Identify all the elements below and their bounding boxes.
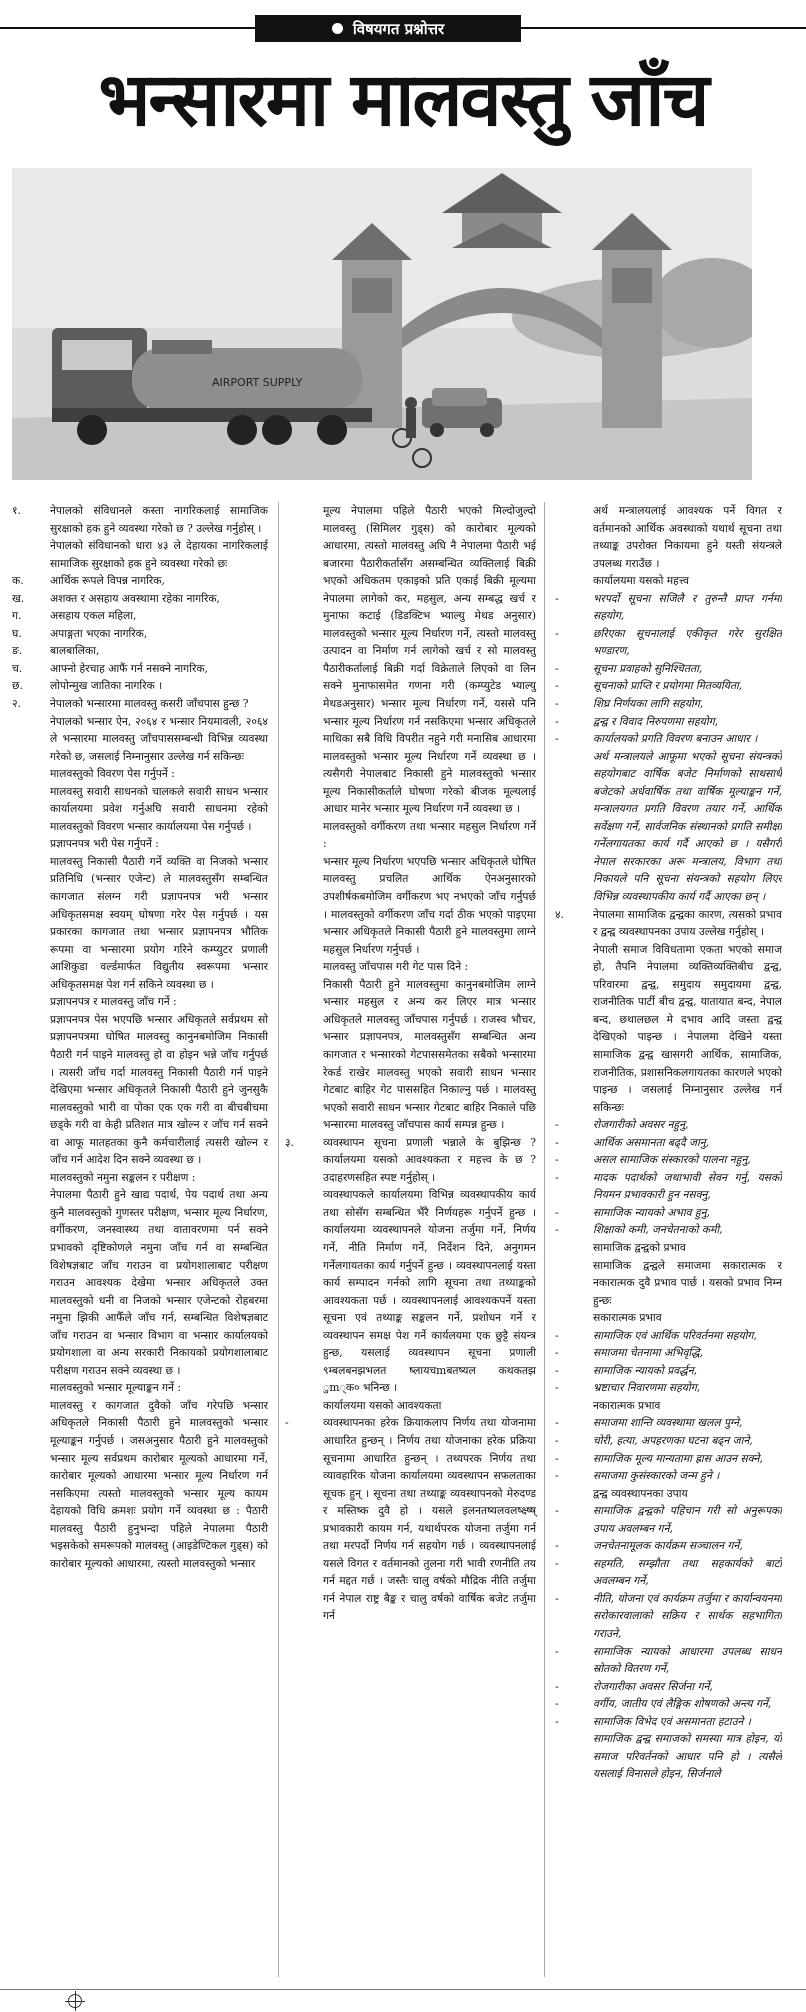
paragraph-marker: [12, 1379, 50, 1397]
paragraph: [555, 1204, 782, 1222]
paragraph: [555, 1151, 782, 1169]
paragraph-text: आर्थिक असमानता बढ्दै जानु,: [593, 1135, 710, 1149]
paragraph-text: प्रज्ञापनपत्र र मालवस्तु जाँच गर्ने :: [50, 995, 177, 1009]
paragraph-text: मालवस्तु र कागजात दुवैको जाँच गरेपछि भन्सार अधिकृतले निकासी पैठारी हुने मालवस्तुको भन्सार मूल्याङ्कन गर्नुपर्छ । जसअनुसार पैठारी हुने मालवस्तुको भन्सार मूल्य सर्वप्रथम कारोबार मूल्यको आधारमा गर्ने, कारोबार मूल्यको आधारमा भन्सार मूल्य निर्धारण गर्न नसकिएमा त्यस्तो मालवस्तुको भन्सार मूल्य कायम देहायको विधि क्रमशः प्रयोग गर्ने व्यवस्था छ : पैठारी मालवस्तु पैठारी हुनुभन्दा पहिले नेपालमा पैठारी भइसकेको समरूपको मालवस्तु (आइडेण्टिकल गुड्स) को कारोबार मूल्यको आधारमा, त्यस्तो मालवस्तुको भन्सार: [50, 1398, 268, 1570]
paragraph: [285, 1134, 536, 1187]
paragraph-text: सामाजिक द्वन्द्व समाजको समस्या मात्र होइन, यो समाज परिवर्तनको आधार पनि हो । त्यसैले यसलाई विनासले होइन, सिर्जनाले: [593, 1732, 782, 1781]
paragraph-marker: -: [555, 1469, 559, 1483]
paragraph: [12, 607, 268, 625]
paragraph-text: नेपाली समाज विविधतामा एकता भएको समाज हो, तैपनि नेपालमा व्यक्तिव्यक्तिबीच द्वन्द्व, परिवारमा द्वन्द्व, समुदाय समुदायमा द्वन्द्व, राजनीतिक पार्टी बीच द्वन्द्व, यातायात बन्द, नेपाल बन्द, छथालछल मे दभाव आदि जस्ता द्वन्द्व देखिएको पाइन्छ । नेपालमा देखिने यस्ता सामाजिक द्वन्द्व खासगरी आर्थिक, सामाजिक, राजनीतिक, प्रशासनिकलगायतका कारणले भएको पाइन्छ । जसलाई निम्नानुसार उल्लेख गर्न सकिन्छः: [593, 942, 782, 1114]
paragraph-text: भ्रष्टाचार निवारणमा सहयोग,: [593, 1381, 701, 1395]
paragraph: [555, 1537, 782, 1555]
section-tag: [255, 15, 521, 42]
paragraph: [555, 572, 782, 590]
paragraph: [555, 1221, 782, 1239]
paragraph-text: प्रज्ञापनपत्र भरी पेस गर्नुपर्ने :: [50, 837, 159, 851]
paragraph-text: मादक पदार्थको जथाभावी सेवन गर्नु, यसको नियमन प्रभावकारी हुन नसक्नु,: [593, 1170, 782, 1202]
paragraph-marker: [12, 783, 50, 836]
paragraph-marker: -: [555, 1328, 559, 1342]
paragraph: [555, 941, 782, 1116]
paragraph: [555, 1485, 782, 1503]
paragraph: [12, 642, 268, 660]
paragraph-text: नेपालको भन्सार ऐन, २०६४ र भन्सार नियमावली, २०६४ ले भन्सारमा मालवस्तु जाँचपाससम्बन्धी विभिन्न व्यवस्था गरेको छ, जसलाई निम्नानुसार उल्लेख गर्न सकिन्छः: [50, 714, 268, 763]
paragraph-marker: [285, 1397, 323, 1415]
paragraph-marker: ३.: [285, 1135, 294, 1149]
paragraph-marker: -: [555, 1591, 559, 1605]
paragraph-text: कार्यालयको प्रगति विवरण बनाउन आधार ।: [593, 732, 758, 746]
paragraph: [555, 730, 782, 748]
paragraph-marker: [285, 853, 323, 958]
paragraph: [555, 660, 782, 678]
paragraph: [12, 695, 268, 713]
paragraph-marker: [12, 1011, 50, 1169]
paragraph-marker: २.: [12, 697, 21, 711]
paragraph-text: समाजमा शान्ति व्यवस्थामा खलल पुग्ने,: [593, 1416, 743, 1430]
paragraph-marker: -: [555, 1381, 559, 1395]
paragraph-text: व्यवस्थापनका हरेक क्रियाकलाप निर्णय तथा योजनामा आधारित हुन्छन् । निर्णय तथा योजनाका हरेक प्रक्रिया सूचनामा आधारित हुन्छन् । तथ्यपरक निर्णय तथा व्यावहारिक योजना कार्यालयमा व्यवस्थापन सफलताका सूचक हुन् । सूचना तथा तथ्याङ्क व्यवस्थापनको मेरुदण्ड र मस्तिष्क दुवै हो । यसले इलनतष्यलवलष्क्ष्ष्ष् प्रभावकारी कायम गर्न, यथार्थपरक योजना तर्जुमा गर्न तथा मरपर्दो निर्णय गर्न सहयोग गर्छ । व्यवस्थापनलाई यसले विगत र वर्तमानको तुलना गरी भावी रणनीति तय गर्न मद्दत गर्छ । जस्तैः चालु वर्षको मौद्रिक नीति तर्जुमा गर्न नेपाल राष्ट्र बैङ्क र चालु वर्षको वार्षिक बजेट तर्जुमा गर्न: [323, 1416, 536, 1623]
paragraph-text: सामाजिक द्वन्द्वको पहिचान गरी सो अनुरूपका उपाय अवलम्बन गर्ने,: [593, 1504, 782, 1535]
paragraph-marker: [12, 853, 50, 993]
paragraph-text: आफ्नो हेरचाह आफैं गर्न नसक्ने नागरिक,: [50, 661, 208, 675]
paragraph: [555, 1239, 782, 1257]
paragraph-text: सकारात्मक प्रभाव: [593, 1311, 662, 1325]
paragraph-marker: -: [555, 626, 559, 640]
paragraph-text: असहाय एकल महिला,: [50, 609, 137, 623]
paragraph: [555, 713, 782, 731]
paragraph: [555, 1134, 782, 1152]
paragraph: [12, 502, 268, 537]
paragraph: [285, 1186, 536, 1397]
paragraph-marker: घ.: [12, 626, 22, 640]
paragraph-marker: -: [555, 1433, 559, 1447]
paragraph: [285, 1414, 536, 1625]
bullet-dot-icon: [332, 23, 343, 34]
paragraph-text: शिक्षाको कमी, जनचेतनाको कमी,: [593, 1223, 723, 1237]
article-column-3: [544, 502, 782, 1977]
paragraph: [555, 625, 782, 660]
paragraph: [555, 1309, 782, 1327]
paragraph: [12, 537, 268, 572]
paragraph-text: मालवस्तुको भन्सार मूल्याङ्कन गर्ने :: [50, 1381, 181, 1395]
paragraph-text: सामाजिक न्यायको अभाव हुनु,: [593, 1205, 710, 1219]
paragraph-marker: [555, 1239, 593, 1257]
paragraph-marker: -: [555, 1135, 559, 1149]
paragraph-marker: -: [555, 697, 559, 711]
paragraph: [555, 1450, 782, 1468]
paragraph-text: समाजमा कुसंस्कारको जन्म हुने ।: [593, 1469, 720, 1483]
paragraph-marker: [555, 1485, 593, 1503]
paragraph-text: मालवस्तुको विवरण पेस गर्नुपर्ने :: [50, 767, 175, 781]
paragraph: [555, 1362, 782, 1380]
paragraph-text: नकारात्मक प्रभाव: [593, 1398, 661, 1412]
paragraph: [555, 1502, 782, 1537]
paragraph-marker: -: [555, 1679, 559, 1693]
paragraph-marker: ४.: [555, 907, 564, 921]
paragraph-text: भन्सार मूल्य निर्धारण भएपछि भन्सार अधिकृतले घोषित मालवस्तु प्रचलित आर्थिक ऐनअनुसारको उपशीर्षकबमोजिम वर्गीकरण भए नभएको जाँच गर्नुपर्छ । मालवस्तुको वर्गीकरण जाँच गर्दा ठीक भएको पाइएमा भन्सार अधिकृतले निकासी पैठारी हुने मालवस्तुमा लाग्ने महसुल निर्धारण गर्नुपर्छ ।: [323, 854, 536, 956]
paragraph-marker: [555, 748, 593, 906]
paragraph-marker: -: [555, 661, 559, 675]
paragraph-text: सामाजिक द्वन्द्वको प्रभाव: [593, 1240, 686, 1254]
paragraph-marker: -: [285, 1416, 289, 1430]
paragraph-marker: -: [555, 1363, 559, 1377]
section-tag-label: विषयगत प्रश्नोत्तर: [352, 19, 445, 38]
svg-text:AIRPORT SUPPLY: AIRPORT SUPPLY: [212, 376, 303, 389]
paragraph-marker: [555, 1397, 593, 1415]
paragraph-marker: -: [555, 1153, 559, 1167]
paragraph-text: कार्यालयमा यसको आवश्यकता: [323, 1398, 442, 1412]
paragraph-marker: [285, 976, 323, 1134]
paragraph: [555, 1116, 782, 1134]
paragraph-marker: [12, 1186, 50, 1379]
paragraph: [12, 625, 268, 643]
bottom-rule: [0, 1989, 806, 1990]
paragraph-text: बालबालिका,: [50, 644, 100, 658]
paragraph: [555, 1432, 782, 1450]
paragraph: [555, 1695, 782, 1713]
paragraph: [555, 590, 782, 625]
paragraph: [285, 502, 536, 818]
paragraph-text: असल सामाजिक संस्कारको पालना नहुनु,: [593, 1153, 751, 1167]
paragraph-marker: -: [555, 1556, 559, 1570]
paragraph-text: नेपालको भन्सारमा मालवस्तु कसरी जाँचपास हुन्छ ?: [50, 697, 249, 711]
border-gate-truck-photo: [12, 168, 752, 480]
paragraph: [285, 1397, 536, 1415]
paragraph: [285, 976, 536, 1134]
paragraph: [555, 677, 782, 695]
paragraph-text: निकासी पैठारी हुने मालवस्तुमा कानुनबमोजिम लाग्ने भन्सार महसुल र अन्य कर लिएर मात्र भन्सार अधिकृतले मालवस्तु जाँचपास गर्नुपर्छ । राजस्व भौचर, भन्सार प्रज्ञापनपत्र, मालवस्तुसँग सम्बन्धित अन्य कागजात र भन्सारको गेटपाससमेतका सबैको भन्सारमा रेकर्ड राखेर मालवस्तु भएको सवारी साधन भन्सार गेटबाट बाहिर गेट पाससहित निकाल्नु पर्छ । मालवस्तु भएको सवारी साधन भन्सार गेटबाट बाहिर निकाले पछि भन्सारमा मालवस्तु जाँचपास कार्य सम्पन्न हुन्छ ।: [323, 977, 536, 1132]
paragraph: [555, 1414, 782, 1432]
paragraph: [12, 677, 268, 695]
paragraph: [555, 1590, 782, 1643]
paragraph-text: रोजगारीका अवसर सिर्जना गर्ने,: [593, 1679, 713, 1693]
paragraph-marker: -: [555, 1346, 559, 1360]
paragraph: [285, 818, 536, 853]
paragraph: [12, 660, 268, 678]
paragraph: [12, 783, 268, 836]
paragraph-text: द्वन्द्व व्यवस्थापनका उपाय: [593, 1486, 688, 1500]
paragraph-marker: [555, 1309, 593, 1327]
paragraph-marker: [12, 713, 50, 766]
paragraph-text: अर्थ मन्त्रालयले आफूमा भएको सूचना संयन्त्रको सहयोगबाट वार्षिक बजेट निर्माणको साथसाथै बजेटको अर्धवार्षिक तथा वार्षिक मूल्याङ्कन गर्ने, मन्त्रालयगत प्रगति विवरण तयार गर्ने, आर्थिक सर्वेक्षण गर्ने, सार्वजनिक संस्थानको प्रगति समीक्षा गर्नेलगायतका कार्य गर्दै आएको छ । यसैगरी नेपाल सरकारका अरू मन्त्रालय, विभाग तथा निकायले पनि सूचना संयन्त्रको सहयोग लिएर विभिन्न व्यवस्थापकीय कार्य गर्दै आएका छन् ।: [593, 749, 782, 904]
paragraph: [12, 1397, 268, 1572]
registration-mark-icon: [68, 1994, 82, 2008]
paragraph-marker: [555, 502, 593, 572]
paragraph-text: अपाङ्गता भएका नागरिक,: [50, 626, 148, 640]
paragraph: [555, 1713, 782, 1731]
paragraph-text: व्यवस्थापकले कार्यालयमा विभिन्न व्यवस्थापकीय कार्य तथा सोसँग सम्बन्धित भैंरै निर्णयहरू गर्नुपर्ने हुन्छ । कार्यालयमा व्यवस्थापनले योजना तर्जुमा गर्ने, निर्णय गर्ने, नीति निर्माण गर्ने, निर्देशन दिने, अनुगमन गर्नेलगायतका कार्य गर्नुपर्ने हुन्छ । व्यवस्थापनलाई यस्ता कार्य सम्पादन गर्नको लागि सूचना तथा तथ्याङ्कको आवश्यकता पर्छ । व्यवस्थापनलाई आवश्यकपर्ने यस्ता सूचना एवं तथ्याङ्क सङ्कलन गर्ने, प्रशोधन गर्ने र व्यवस्थापन समक्ष पेश गर्ने कार्यलयमा एक छुट्टै संयन्त्र हुन्छ, यसलाई व्यवस्थापन सूचना प्रणाली ९म्बलबनझभलत ष्लायचmबतष्यल कथकतझ ुm्क० भनिन्छ ।: [323, 1188, 536, 1395]
paragraph: [555, 1257, 782, 1310]
paragraph-text: नीति, योजना एवं कार्यक्रम तर्जुमा र कार्यान्वयनमा सरोकारवालाको सक्रिय र सार्थक सहभागिता गराउने,: [593, 1591, 782, 1640]
paragraph-text: सामाजिक न्यायको आधारमा उपलब्ध साधन स्रोतको वितरण गर्ने,: [593, 1644, 782, 1676]
paragraph-marker: छ.: [12, 679, 23, 693]
paragraph-text: सामाजिक मूल्य मान्यतामा ह्रास आउन सक्ने,: [593, 1451, 763, 1465]
paragraph-text: छरिएका सूचनालाई एकीकृत गरेर सुरक्षित भण्डारण,: [593, 626, 782, 658]
paragraph-text: वर्गीय, जातीय एवं लैङ्गिक शोषणको अन्त्य गर्ने,: [593, 1697, 772, 1711]
paragraph: [555, 1555, 782, 1590]
paragraph-marker: [555, 572, 593, 590]
paragraph: [555, 748, 782, 906]
paragraph-text: लोपोन्मुख जातिका नागरिक ।: [50, 679, 163, 693]
paragraph: [555, 906, 782, 941]
paragraph: [12, 713, 268, 766]
paragraph-marker: ङ.: [12, 644, 23, 658]
paragraph-marker: [285, 958, 323, 976]
paragraph-text: नेपालमा सामाजिक द्वन्द्वका कारण, त्यसको प्रभाव र द्वन्द्व व्यवस्थापनका उपाय उल्लेख गर्नुहोस् ।: [593, 907, 782, 939]
paragraph-marker: [12, 765, 50, 783]
paragraph: [12, 1169, 268, 1187]
paragraph-marker: च.: [12, 661, 23, 675]
paragraph-marker: [12, 835, 50, 853]
paragraph-marker: [12, 993, 50, 1011]
paragraph-text: सहमति, सम्झौता तथा सहकार्यको बाटो अवलम्बन गर्ने,: [593, 1556, 782, 1588]
article-column-1: [12, 502, 278, 1977]
paragraph-marker: -: [555, 1539, 559, 1553]
paragraph-text: नेपालको संविधानले कस्ता नागरिकलाई सामाजिक सुरक्षाको हक हुने व्यवस्था गरेको छ ? उल्लेख गर्नुहोस् ।: [50, 504, 268, 535]
paragraph-text: अर्थ मन्त्रालयलाई आवश्यक पर्ने विगत र वर्तमानको आर्थिक अवस्थाको यथार्थ सूचना तथा तथ्याङ्क उपरोक्त निकायमा हुने यस्ती संयन्त्रले उपलब्ध गराउँछ ।: [593, 504, 782, 570]
paragraph-marker: -: [555, 1697, 559, 1711]
paragraph-text: सूचना प्रवाहको सुनिश्चितता,: [593, 661, 703, 675]
paragraph: [12, 1011, 268, 1169]
news-photo: [12, 168, 752, 480]
paragraph: [555, 502, 782, 572]
paragraph: [12, 572, 268, 590]
paragraph-marker: -: [555, 1451, 559, 1465]
paragraph-text: मालवस्तु निकासी पैठारी गर्ने व्यक्ति वा निजको भन्सार प्रतिनिधि (भन्सार एजेन्ट) ले मालवस्तुसँग सम्बन्धित कागजात संलग्न गरी प्रज्ञापनपत्र भरी भन्सार अधिकृतसमक्ष स्वयम् घोषणा गरेर पेस गर्नुपर्छ । यस प्रकारका कागजात तथा भन्सार प्रज्ञापनपत्र भौतिक रूपमा वा भन्सारमा प्रयोग गरिने कम्प्युटर प्रणाली आशिकुडा वर्ल्डमार्फत विद्युतीय स्वरूपमा भन्सार अधिकृतसमक्ष पेश गर्न सकिने व्यवस्था छ ।: [50, 854, 268, 991]
paragraph-marker: -: [555, 1170, 559, 1184]
paragraph: [12, 590, 268, 608]
paragraph-text: समाजमा चेतनामा अभिवृद्धि,: [593, 1346, 704, 1360]
paragraph: [12, 853, 268, 993]
paragraph: [12, 835, 268, 853]
paragraph-text: कार्यालयमा यसको महत्त्व: [593, 574, 689, 588]
paragraph: [285, 853, 536, 958]
paragraph: [555, 1169, 782, 1204]
paragraph-marker: -: [555, 1416, 559, 1430]
paragraph-text: नेपालको संविधानको धारा ४३ ले देहायका नागरिकलाई सामाजिक सुरक्षाको हक हुने व्यवस्था गरेको छः: [50, 539, 268, 570]
paragraph-marker: [12, 1397, 50, 1572]
paragraph-marker: [285, 818, 323, 853]
paragraph-text: सामाजिक न्यायको प्रवर्द्धन,: [593, 1363, 698, 1377]
paragraph: [555, 1467, 782, 1485]
paragraph-marker: १.: [12, 504, 21, 517]
paragraph: [555, 1678, 782, 1696]
paragraph-marker: [555, 1257, 593, 1310]
paragraph-text: अशक्त र असहाय अवस्थामा रहेका नागरिक,: [50, 591, 220, 605]
article-body: [12, 502, 782, 1977]
paragraph-text: चोरी, हत्या, अपहरणका घटना बढ्न जाने,: [593, 1433, 753, 1447]
paragraph: [555, 1730, 782, 1783]
paragraph: [555, 695, 782, 713]
paragraph-marker: -: [555, 591, 559, 605]
paragraph-marker: -: [555, 732, 559, 746]
paragraph: [555, 1379, 782, 1397]
paragraph-text: मालवस्तु जाँचपास गरी गेट पास दिने :: [323, 960, 469, 974]
headline: भन्सारमा मालवस्तु जाँच: [98, 57, 708, 143]
paragraph: [12, 765, 268, 783]
paragraph-marker: [555, 941, 593, 1116]
paragraph-marker: [555, 1730, 593, 1783]
paragraph-text: शिघ्र निर्णयका लागि सहयोग,: [593, 697, 704, 711]
paragraph-marker: -: [555, 1644, 559, 1658]
paragraph-marker: [12, 537, 50, 572]
paragraph-text: जनचेतनामूलक कार्यक्रम सञ्चालन गर्ने,: [593, 1539, 743, 1553]
paragraph-marker: -: [555, 1714, 559, 1728]
paragraph: [12, 993, 268, 1011]
paragraph-text: व्यवस्थापन सूचना प्रणाली भन्नाले के बुझिन्छ ? कार्यालयमा यसको आवश्यकता र महत्त्व के छ ? उदाहरणसहित स्पष्ट गर्नुहोस् ।: [323, 1135, 536, 1184]
paragraph: [555, 1327, 782, 1345]
paragraph-marker: -: [555, 679, 559, 693]
paragraph-marker: ग.: [12, 609, 22, 623]
paragraph-marker: -: [555, 1205, 559, 1219]
paragraph: [285, 958, 536, 976]
paragraph-marker: [285, 502, 323, 818]
paragraph-marker: -: [555, 714, 559, 728]
paragraph-text: मालवस्तु सवारी साधनको चालकले सवारी साधन भन्सार कार्यालयमा प्रवेश गर्नुअघि सवारी साधनमा रहेको मालवस्तुको विवरण भन्सार कार्यालयमा पेस गर्नुपर्छ ।: [50, 784, 268, 833]
paragraph: [555, 1344, 782, 1362]
paragraph-marker: -: [555, 1223, 559, 1237]
paragraph-marker: ख.: [12, 591, 25, 605]
paragraph-text: सामाजिक विभेद एवं असमानता हटाउने ।: [593, 1714, 751, 1728]
paragraph-text: नेपालमा पैठारी हुने खाद्य पदार्थ, पेय पदार्थ तथा अन्य कुनै मालवस्तुको गुणस्तर परीक्षण, भन्सार मूल्य निर्धारण, वर्गीकरण, जनस्वास्थ्य तथा वातावरणमा पर्न सक्ने प्रभावको दृष्टिकोणले नमुना जाँच गर्न वा सम्बन्धित विशेषज्ञबाट जाँच गराउन वा प्रयोगशालाबाट परीक्षण गराउन आवश्यक देखेमा भन्सार अधिकृतले उक्त मालवस्तुको धनी वा निजको भन्सार एजेन्टको रोहबरमा नमुना झिकी आफैँले जाँच गर्न, सम्बन्धित विशेषज्ञबाट जाँच गराउन वा भन्सार विभाग वा भन्सार कार्यालयको प्रयोगशाला वा अन्य सरकारी निकायको प्रयोगशालाबाट परीक्षण गराउन सक्ने व्यवस्था छ ।: [50, 1188, 268, 1377]
paragraph-text: भरपर्दो सूचना सजिलै र तुरुन्तै प्राप्त गर्नमा सहयोग,: [593, 591, 782, 623]
paragraph: [555, 1397, 782, 1415]
paragraph-text: सूचनाको प्राप्ति र प्रयोगमा मितव्ययिता,: [593, 679, 743, 693]
paragraph-marker: क.: [12, 574, 24, 588]
paragraph-marker: [12, 1169, 50, 1187]
paragraph-marker: -: [555, 1504, 559, 1518]
paragraph-text: सामाजिक द्वन्द्वले समाजमा सकारात्मक र नकारात्मक दुवै प्रभाव पार्छ । यसको प्रभाव निम्न हुन्छः: [593, 1258, 782, 1307]
paragraph-text: रोजगारीको अवसर नहुनु,: [593, 1118, 689, 1132]
paragraph-text: मालवस्तुको वर्गीकरण तथा भन्सार महसुल निर्धारण गर्ने :: [323, 819, 536, 851]
paragraph-text: मालवस्तुको नमुना सङ्कलन र परीक्षण :: [50, 1170, 196, 1184]
article-column-2: [278, 502, 544, 1977]
paragraph-text: आर्थिक रूपले विपन्न नागरिक,: [50, 574, 165, 588]
paragraph-text: प्रज्ञापनपत्र पेस भएपछि भन्सार अधिकृतले सर्वप्रथम सो प्रज्ञापनपत्रमा घोषित मालवस्तु कानुनबमोजिम निकासी पैठारी गर्न पाइने मालवस्तु हो वा होइन भन्ने जाँच गर्नुपर्छ । त्यसरी जाँच गर्दा मालवस्तु निकासी पैठारी गर्न पाइने देखिएमा भन्सार अधिकृतले निकासी पैठारी हुने जुनसुकै मालवस्तुको भारी वा पोका एक एक गरी वा बीचबीचमा छड्के गरी वा केही प्रतिशत मात्र खोल्न र जाँच गर्न सक्ने वा आफू मातहतका कुनै कर्मचारीलाई त्यसरी खोल्न र जाँच गर्न आदेश दिन सक्ने व्यवस्था छ ।: [50, 1012, 268, 1167]
paragraph: [12, 1379, 268, 1397]
paragraph: [12, 1186, 268, 1379]
paragraph-text: सामाजिक एवं आर्थिक परिवर्तनमा सहयोग,: [593, 1328, 757, 1342]
paragraph-marker: [285, 1186, 323, 1397]
paragraph-text: मूल्य नेपालमा पहिले पैठारी भएको मिल्दोजुल्दो मालवस्तु (सिमिलर गुड्स) को कारोबार मूल्यको आधारमा, त्यस्तो मालवस्तु अघि नै नेपालमा पैठारी भई बजारमा पैठारीकर्तासँग असम्बन्धित व्यक्तिलाई बिक्री भएको अधिकतम एकाइको प्रति एकाई बिक्री मूल्यमा नेपालमा लागेको कर, महसुल, अन्य सम्बद्ध खर्च र मुनाफा कटाई (डिडक्टिभ भ्याल्यु मेथड अनुसार) मालवस्तुको भन्सार मूल्य निर्धारण गर्ने, त्यस्तो मालवस्तु उत्पादन वा निर्माण गर्न लागेको खर्च र सो मालवस्तु पैठारीकर्तालाई बिक्री गर्दा विक्रेताले लिएको वा लिन सक्ने मुनाफासमेत गणना गरी (कम्प्युटेड भ्याल्यु मेथडअनुसार) भन्सार मूल्य निर्धारण गर्ने, यससे पनि भन्सार मूल्य निर्धारण गर्न नसकिएमा भन्सार अधिकृतले माथिका सबै विधि विपरीत नहुने गरी मनासिब आधारमा मालवस्तुको भन्सार मूल्य निर्धारण गर्ने व्यवस्था छ । त्यसैगरी नेपालबाट निकासी हुने मालवस्तुको भन्सार मूल्य निकासीकर्ताले घोषणा गरेको बीजक मूल्यलाई आधार मानेर भन्सार मूल्य निर्धारण गर्ने व्यवस्था छ ।: [323, 504, 536, 816]
paragraph-marker: -: [555, 1118, 559, 1132]
paragraph: [555, 1643, 782, 1678]
paragraph-text: द्वन्द्व र विवाद निरुपणमा सहयोग,: [593, 714, 719, 728]
